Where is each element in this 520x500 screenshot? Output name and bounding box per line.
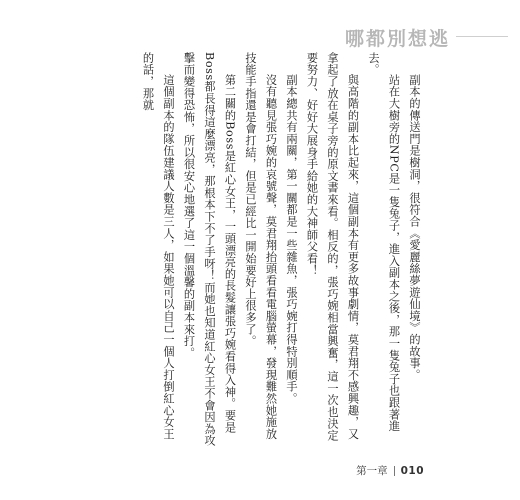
- header-rule: [456, 36, 508, 37]
- page-footer: [356, 463, 424, 478]
- page-number: 010: [400, 464, 424, 477]
- paragraph: 與高階的副本比起來，這個副本有更多故事劇情，莫君翔不感興趣，又拿起了放在桌子旁的原文書來看。相反的，張巧婉相當興奮，這一次也決定要努力、好好大展身手給她的大神師父看！: [305, 52, 360, 442]
- paragraph: 站在大樹旁的NPC是一隻兔子，進入副本之後，那一隻兔子也跟著進去。: [367, 52, 401, 433]
- chapter-label: 第一章: [356, 465, 388, 477]
- paragraph: 副本的傳送門是樹洞，很符合《愛麗絲夢遊仙境》的故事。: [408, 74, 421, 382]
- paragraph: 副本總共有兩關，第一關都是一些雜魚，張巧婉打得特別順手。: [285, 74, 298, 405]
- body-text: [84, 52, 424, 447]
- running-header: 哪都別想逃: [344, 28, 450, 50]
- footer-divider: [394, 466, 395, 476]
- paragraph: 沒有聽見張巧婉的哀號聲，莫君翔抬頭看看電腦螢幕，發現難然她施放技能手指還是會打結，但是已經比一開始要好上很多了。: [244, 52, 278, 441]
- paragraph: 第二關的Boss是紅心女王，一頭漂亮的長髮讓張巧婉看得入神。要是Boss都長得這麼漂亮，那根本下不了手呀！而她也知道紅心女王不會因為攻擊而變得恐怖，所以很安心地選了這一個溫馨的副本來打。: [182, 52, 237, 447]
- paragraph: 這個副本的隊伍建議人數是三人，如果她可以自己一個人打倒紅心女王的話，那就: [141, 52, 175, 441]
